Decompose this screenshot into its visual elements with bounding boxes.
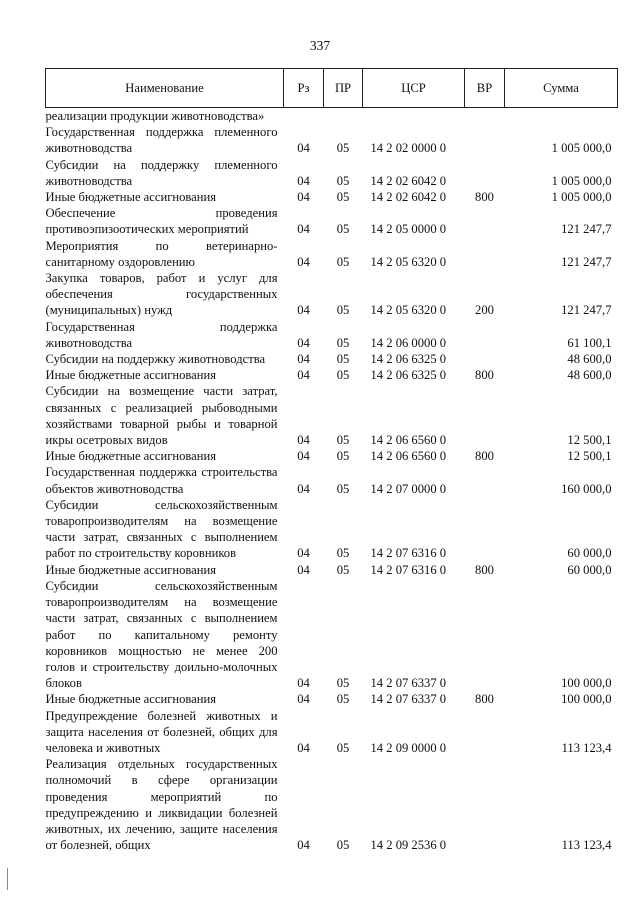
row-vr	[465, 124, 505, 156]
row-pr: 05	[336, 173, 350, 188]
row-pr: 05	[336, 222, 350, 237]
row-pr: 05	[336, 254, 350, 269]
row-csr: 14 2 06 6325 0	[370, 352, 447, 367]
table-row	[46, 562, 618, 578]
row-rz: 04	[297, 562, 310, 577]
row-vr	[465, 756, 505, 853]
row-pr: 05	[336, 692, 350, 707]
row-sum: 48 600,0	[567, 352, 612, 367]
row-csr: 14 2 06 0000 0	[370, 335, 447, 350]
row-rz: 04	[297, 546, 310, 561]
row-csr: 14 2 06 6325 0	[370, 368, 447, 383]
row-name: Иные бюджетные ассигнования	[45, 190, 217, 205]
row-name: Субсидии на поддержку животноводства	[45, 352, 266, 367]
row-vr: 800	[475, 562, 494, 577]
table-body	[46, 108, 618, 854]
table-row	[46, 464, 618, 496]
row-pr: 05	[336, 190, 350, 205]
row-sum	[505, 108, 618, 125]
row-rz: 04	[297, 190, 310, 205]
row-pr: 05	[336, 546, 350, 561]
row-vr	[465, 708, 505, 757]
row-name: Иные бюджетные ассигнования	[45, 449, 217, 464]
row-vr: 800	[475, 692, 494, 707]
table-row	[46, 319, 618, 351]
row-vr	[465, 319, 505, 351]
header-pr: ПР	[324, 69, 363, 108]
row-pr: 05	[336, 676, 350, 691]
row-csr: 14 2 02 0000 0	[370, 141, 447, 156]
table-row	[46, 189, 618, 205]
row-sum: 48 600,0	[567, 368, 612, 383]
row-rz: 04	[297, 481, 310, 496]
table-row	[46, 351, 618, 367]
row-sum: 61 100,1	[567, 335, 612, 350]
row-rz: 04	[297, 335, 310, 350]
row-sum: 1 005 000,0	[551, 190, 612, 205]
row-name: Государственная поддержка племенного животноводства	[45, 125, 278, 156]
row-pr: 05	[336, 335, 350, 350]
row-sum: 113 123,4	[561, 740, 612, 755]
row-pr	[324, 108, 363, 125]
header-sum: Сумма	[505, 69, 618, 108]
table-row	[46, 497, 618, 562]
table-row	[46, 124, 618, 156]
row-csr	[363, 108, 465, 125]
row-csr: 14 2 06 6560 0	[370, 449, 447, 464]
row-name: Субсидии сельскохозяйственным товаропроизводителям на возмещение части затрат, связанных с выполнением работ по капитальному ремонту коровников мощностью не менее 200 голов и строительству доильно-молочных блоков	[45, 578, 278, 691]
row-rz: 04	[297, 254, 310, 269]
table-row	[46, 578, 618, 691]
table-row	[46, 756, 618, 853]
row-pr: 05	[336, 141, 350, 156]
row-name: Субсидии сельскохозяйственным товаропроизводителям на возмещение части затрат, связанных с выполнением работ по строительству коровников	[45, 497, 278, 561]
row-csr: 14 2 07 0000 0	[370, 481, 447, 496]
row-csr: 14 2 02 6042 0	[370, 173, 447, 188]
row-vr: 800	[475, 368, 494, 383]
header-vr: ВР	[465, 69, 505, 108]
row-vr	[465, 238, 505, 270]
table-row	[46, 270, 618, 319]
row-rz: 04	[297, 740, 310, 755]
row-rz	[284, 108, 324, 125]
scan-edge-mark	[7, 868, 8, 890]
row-vr	[465, 205, 505, 237]
row-name: Субсидии на возмещение части затрат, связанных с реализацией рыбоводными хозяйствами товарной рыбы и товарной икры осетровых видов	[45, 384, 278, 448]
row-name: реализации продукции животноводства»	[45, 109, 265, 123]
row-csr: 14 2 05 0000 0	[370, 222, 447, 237]
row-sum: 1 005 000,0	[551, 141, 612, 156]
table-row	[46, 157, 618, 189]
row-sum: 60 000,0	[567, 562, 612, 577]
row-rz: 04	[297, 222, 310, 237]
row-pr: 05	[336, 740, 350, 755]
table-row	[46, 108, 618, 125]
row-sum: 121 247,7	[561, 303, 612, 318]
row-vr	[465, 497, 505, 562]
row-rz: 04	[297, 449, 310, 464]
row-rz: 04	[297, 676, 310, 691]
row-name: Закупка товаров, работ и услуг для обеспечения государственных (муниципальных) нужд	[45, 271, 278, 318]
row-rz: 04	[297, 433, 310, 448]
row-sum: 100 000,0	[561, 692, 612, 707]
row-sum: 12 500,1	[567, 433, 612, 448]
row-rz: 04	[297, 692, 310, 707]
row-pr: 05	[336, 838, 350, 853]
row-csr: 14 2 07 6316 0	[370, 562, 447, 577]
row-name: Иные бюджетные ассигнования	[45, 692, 217, 707]
table-row	[46, 367, 618, 383]
row-sum: 121 247,7	[561, 222, 612, 237]
table-row	[46, 383, 618, 448]
row-pr: 05	[336, 481, 350, 496]
table-row	[46, 238, 618, 270]
row-vr	[465, 108, 505, 125]
row-sum: 12 500,1	[567, 449, 612, 464]
row-vr	[465, 464, 505, 496]
row-sum: 60 000,0	[567, 546, 612, 561]
header-csr: ЦСР	[363, 69, 465, 108]
row-csr: 14 2 09 0000 0	[370, 740, 447, 755]
row-csr: 14 2 05 6320 0	[370, 303, 447, 318]
row-pr: 05	[336, 368, 350, 383]
row-name: Реализация отдельных государственных полномочий в сфере организации проведения мероприятий по предупреждению и ликвидации болезней животных, их лечению, защите населения от болезней, общих	[45, 757, 278, 853]
row-pr: 05	[336, 433, 350, 448]
row-vr	[465, 383, 505, 448]
row-name: Государственная поддержка строительства объектов животноводства	[45, 465, 278, 496]
row-name: Иные бюджетные ассигнования	[45, 562, 217, 577]
row-rz: 04	[297, 838, 310, 853]
row-vr	[465, 157, 505, 189]
row-sum: 1 005 000,0	[551, 173, 612, 188]
row-rz: 04	[297, 141, 310, 156]
budget-table	[45, 68, 618, 853]
row-rz: 04	[297, 352, 310, 367]
row-pr: 05	[336, 352, 350, 367]
row-csr: 14 2 02 6042 0	[370, 190, 447, 205]
header-name: Наименование	[46, 69, 284, 108]
row-sum: 160 000,0	[561, 481, 612, 496]
row-name: Субсидии на поддержку племенного животноводства	[45, 157, 278, 188]
table-row	[46, 691, 618, 707]
row-vr: 200	[475, 303, 494, 318]
row-vr	[465, 578, 505, 691]
row-name: Государственная поддержка животноводства	[45, 319, 278, 350]
row-rz: 04	[297, 303, 310, 318]
header-rz: Рз	[284, 69, 324, 108]
row-name: Предупреждение болезней животных и защита населения от болезней, общих для человека и животных	[45, 708, 278, 755]
row-csr: 14 2 05 6320 0	[370, 254, 447, 269]
row-name: Мероприятия по ветеринарно-санитарному оздоровлению	[45, 238, 278, 269]
row-pr: 05	[336, 449, 350, 464]
row-rz: 04	[297, 368, 310, 383]
row-name: Обеспечение проведения противоэпизоотических мероприятий	[45, 206, 278, 237]
row-csr: 14 2 07 6316 0	[370, 546, 447, 561]
row-sum: 121 247,7	[561, 254, 612, 269]
table-row	[46, 448, 618, 464]
row-csr: 14 2 09 2536 0	[370, 838, 447, 853]
table-row	[46, 205, 618, 237]
row-pr: 05	[336, 303, 350, 318]
row-sum: 113 123,4	[561, 838, 612, 853]
table-row	[46, 708, 618, 757]
page-number: 337	[309, 38, 331, 53]
row-sum: 100 000,0	[561, 676, 612, 691]
row-csr: 14 2 07 6337 0	[370, 692, 447, 707]
row-vr	[465, 351, 505, 367]
row-name: Иные бюджетные ассигнования	[45, 368, 217, 383]
row-rz: 04	[297, 173, 310, 188]
row-csr: 14 2 06 6560 0	[370, 433, 447, 448]
row-csr: 14 2 07 6337 0	[370, 676, 447, 691]
table-header	[46, 69, 618, 108]
row-pr: 05	[336, 562, 350, 577]
row-vr: 800	[475, 449, 494, 464]
row-vr: 800	[475, 190, 494, 205]
